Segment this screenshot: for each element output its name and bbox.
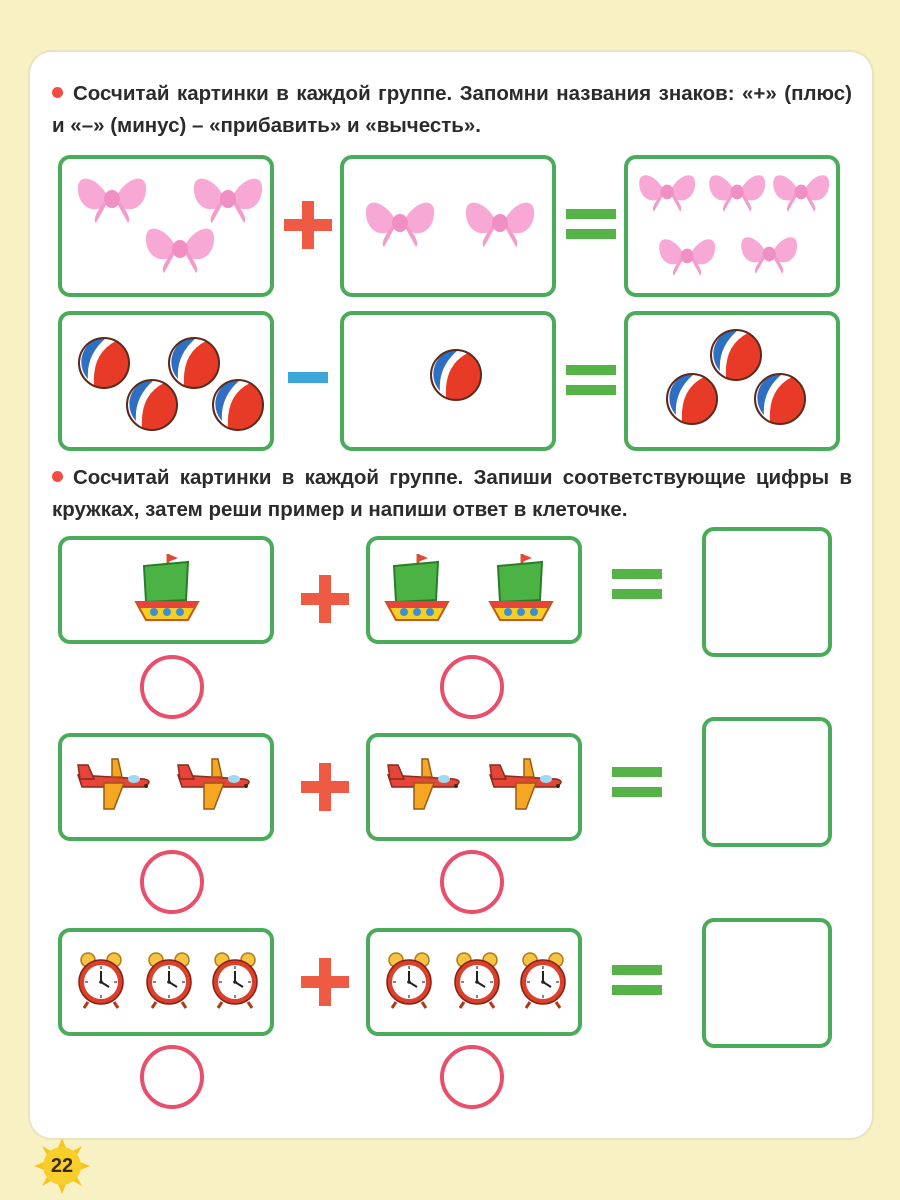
group-box xyxy=(366,536,582,644)
bow-icon xyxy=(366,203,434,247)
plus-sign xyxy=(298,760,352,814)
bullet-icon xyxy=(52,87,63,98)
group-box xyxy=(340,311,556,451)
bow-icon xyxy=(709,175,765,211)
plus-sign xyxy=(298,572,352,626)
group-box xyxy=(366,928,582,1036)
alarm-clock-icon xyxy=(79,953,123,1008)
equals-sign xyxy=(610,962,664,998)
count-circle[interactable] xyxy=(140,1045,204,1109)
group-box xyxy=(58,155,274,297)
count-circle[interactable] xyxy=(140,850,204,914)
group-box xyxy=(58,928,274,1036)
equals-sign xyxy=(610,566,664,602)
count-circle[interactable] xyxy=(440,655,504,719)
bow-icon xyxy=(659,239,715,275)
group-box xyxy=(624,311,840,451)
group-box xyxy=(624,155,840,297)
bow-icon xyxy=(194,179,262,223)
plus-sign xyxy=(281,198,335,252)
airplane-icon xyxy=(178,759,249,809)
bow-icon xyxy=(466,203,534,247)
sailboat-icon xyxy=(490,554,552,620)
alarm-clock-icon xyxy=(213,953,257,1008)
page-number-badge xyxy=(34,1138,90,1194)
minus-sign xyxy=(286,368,330,388)
ball-icon xyxy=(755,374,805,424)
count-circle[interactable] xyxy=(440,1045,504,1109)
ball-icon xyxy=(667,374,717,424)
plus-sign xyxy=(298,955,352,1009)
group-box xyxy=(366,733,582,841)
instruction-first-text: Сосчитай картинки в каждой группе. Запомни названия знаков: «+» (плюс) и «–» (минус) – «прибавить» и «вычесть». xyxy=(52,82,852,137)
bullet-icon xyxy=(52,471,63,482)
group-box xyxy=(58,733,274,841)
airplane-icon xyxy=(388,759,459,809)
ball-icon xyxy=(127,380,177,430)
group-box xyxy=(340,155,556,297)
sailboat-icon xyxy=(386,554,448,620)
page-number: 22 xyxy=(50,1155,74,1177)
equals-sign xyxy=(564,206,618,242)
alarm-clock-icon xyxy=(147,953,191,1008)
count-circle[interactable] xyxy=(440,850,504,914)
answer-box[interactable] xyxy=(702,918,832,1048)
ball-icon xyxy=(169,338,219,388)
airplane-icon xyxy=(490,759,561,809)
equals-sign xyxy=(610,764,664,800)
equals-sign xyxy=(564,362,618,398)
alarm-clock-icon xyxy=(521,953,565,1008)
ball-icon xyxy=(711,330,761,380)
bow-icon xyxy=(741,237,797,273)
bow-icon xyxy=(146,229,214,273)
bow-icon xyxy=(639,175,695,211)
airplane-icon xyxy=(78,759,149,809)
bow-icon xyxy=(773,175,829,211)
answer-box[interactable] xyxy=(702,527,832,657)
ball-icon xyxy=(213,380,263,430)
bow-icon xyxy=(78,179,146,223)
sailboat-icon xyxy=(136,554,198,620)
answer-box[interactable] xyxy=(702,717,832,847)
ball-icon xyxy=(431,350,481,400)
alarm-clock-icon xyxy=(387,953,431,1008)
ball-icon xyxy=(79,338,129,388)
group-box xyxy=(58,536,274,644)
instruction-second-text: Сосчитай картинки в каждой группе. Запиши соответствующие цифры в кружках, затем реши пример и напиши ответ в клеточке. xyxy=(52,466,852,521)
group-box xyxy=(58,311,274,451)
instruction-first xyxy=(52,78,852,142)
count-circle[interactable] xyxy=(140,655,204,719)
alarm-clock-icon xyxy=(455,953,499,1008)
instruction-second xyxy=(52,462,852,526)
